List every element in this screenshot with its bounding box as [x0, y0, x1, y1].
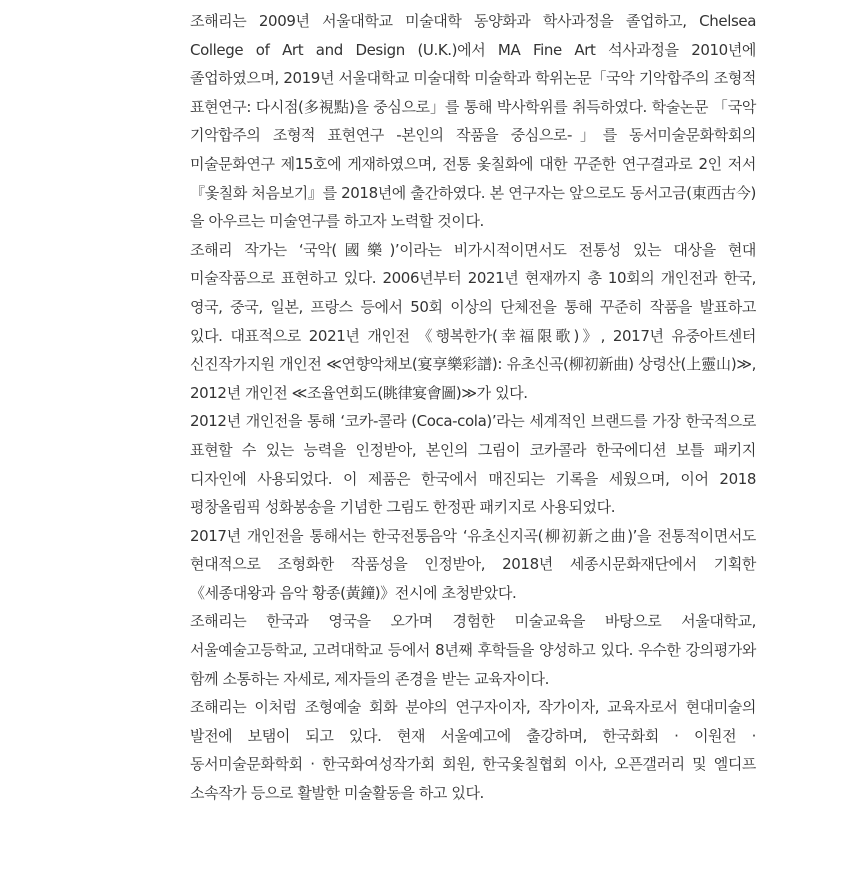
paragraph-coca-cola: 2012년 개인전을 통해 ‘코카-콜라 (Coca-cola)’라는 세계적인 브랜드를 가장 한국적으로 표현할 수 있는 능력을 인정받아, 본인의 그림이 코카콜라 한국에디션 보틀 패키지 디자인에 사용되었다. 이 제품은 한국에서 매진되는 기록을 세웠으며, 이어 2018 평창올림픽 성화봉송을 기념한 그림도 한정판 패키지로 사용되었다.: [190, 412, 756, 517]
paragraph-exhibitions: 조해리 작가는 ‘국악(國樂)’이라는 비가시적이면서도 전통성 있는 대상을 현대 미술작품으로 표현하고 있다. 2006년부터 2021년 현재까지 총 10회의 개인전과 한국, 영국, 중국, 일본, 프랑스 등에서 50회 이상의 단체전을 통해 꾸준히 작품을 발표하고 있다. 대표적으로 2021년 개인전 《행복한가(幸福限歌)》, 2017년 유중아트센터 신진작가지원 개인전 ≪연향악채보(宴享樂彩譜): 유초신곡(柳初新曲) 상령산(上靈山)≫, 2012년 개인전 ≪조율연회도(眺律宴會圖)≫가 있다.: [190, 240, 756, 402]
biography-document: [190, 7, 756, 808]
paragraph-2017-exhibition: 2017년 개인전을 통해서는 한국전통음악 ‘유초신지곡(柳初新之曲)’을 전통적이면서도 현대적으로 조형화한 작품성을 인정받아, 2018년 세종시문화재단에서 기획한《세종대왕과 음악 황종(黃鐘)》전시에 초청받았다.: [190, 526, 756, 602]
paragraph-teaching: 조해리는 한국과 영국을 오가며 경험한 미술교육을 바탕으로 서울대학교, 서울예술고등학교, 고려대학교 등에서 8년째 후학들을 양성하고 있다. 우수한 강의평가와 함께 소통하는 자세로, 제자들의 존경을 받는 교육자이다.: [190, 612, 756, 688]
paragraph-activities: 조해리는 이처럼 조형예술 회화 분야의 연구자이자, 작가이자, 교육자로서 현대미술의 발전에 보탬이 되고 있다. 현재 서울예고에 출강하며, 한국화회 · 이원전 · 동서미술문화학회 · 한국화여성작가회 회원, 한국옻칠협회 이사, 오픈갤러리 및 엘디프 소속작가 등으로 활발한 미술활동을 하고 있다.: [190, 698, 756, 803]
paragraph-education: 조해리는 2009년 서울대학교 미술대학 동양화과 학사과정을 졸업하고, Chelsea College of Art and Design (U.K.)에서 MA Fine Art 석사과정을 2010년에 졸업하였으며, 2019년 서울대학교 미술대학 미술학과 학위논문「국악 기악합주의 조형적 표현연구: 다시점(多視點)을 중심으로」를 통해 박사학위를 취득하였다. 학술논문 「국악 기악합주의 조형적 표현연구 -본인의 작품을 중심으로-」를 동서미술문화학회의 미술문화연구 제15호에 게재하였으며, 전통 옻칠화에 대한 꾸준한 연구결과로 2인 저서『옻칠화 처음보기』를 2018년에 출간하였다. 본 연구자는 앞으로도 동서고금(東西古今)을 아우르는 미술연구를 하고자 노력할 것이다.: [190, 12, 756, 231]
